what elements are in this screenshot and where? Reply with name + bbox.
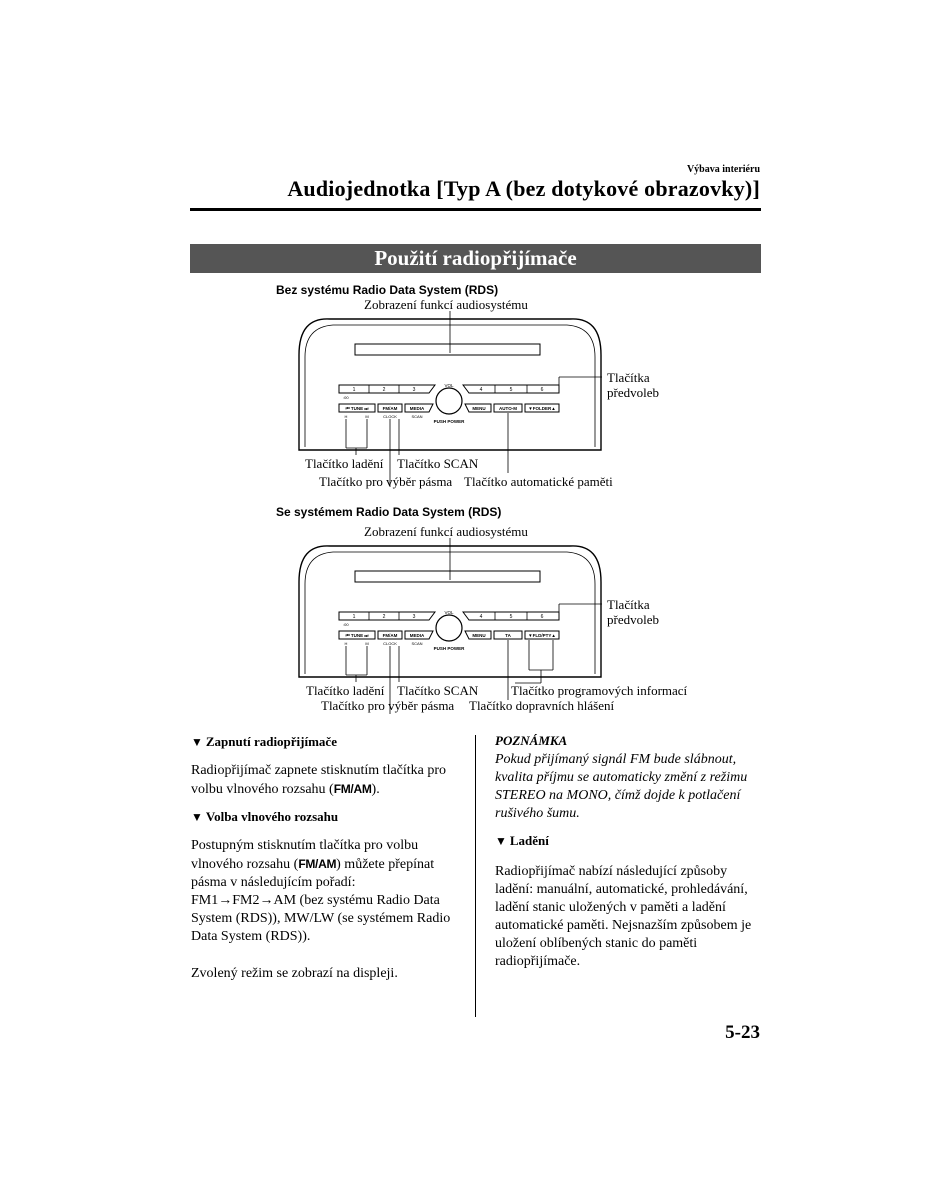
h-label: H bbox=[344, 414, 348, 419]
media-button-label: MEDIA bbox=[409, 633, 425, 638]
subheading-band-select: ▼ Volba vlnového rozsahu bbox=[191, 809, 339, 824]
figure1-band-label: Tlačítko pro výběr pásma bbox=[319, 474, 453, 489]
vol-label: VOL bbox=[444, 383, 454, 388]
figure2-band-label: Tlačítko pro výběr pásma bbox=[321, 698, 455, 713]
figure2-ta-label: Tlačítko dopravních hlášení bbox=[469, 698, 615, 713]
figure1-audio-unit bbox=[295, 315, 605, 455]
figure2-pty-label: Tlačítko programových informací bbox=[511, 683, 688, 698]
preset-1-label: 1 bbox=[352, 614, 356, 620]
page-number: 5-23 bbox=[725, 1022, 760, 1043]
menu-button-label: MENU bbox=[472, 406, 486, 411]
automem-button-label: AUTO-M bbox=[499, 406, 517, 411]
preset-1-label: 1 bbox=[352, 387, 356, 393]
column-divider bbox=[475, 735, 476, 1017]
figure2-presets-label-2: předvoleb bbox=[607, 612, 659, 627]
clock-label: CLOCK bbox=[383, 414, 397, 419]
paragraph-display-mode: Zvolený režim se zobrazí na displeji. bbox=[191, 966, 398, 981]
note-title: POZNÁMKA bbox=[495, 733, 568, 748]
preset-6-label: 6 bbox=[540, 387, 544, 393]
figure1-automem-label: Tlačítko automatické paměti bbox=[464, 474, 613, 489]
preset-sub-label: :00 bbox=[343, 395, 349, 400]
button-ref-fmam: FM/AM bbox=[333, 782, 372, 796]
preset-6-label: 6 bbox=[540, 614, 544, 620]
push-power-label: PUSH POWER bbox=[433, 419, 465, 424]
preset-3-label: 3 bbox=[412, 614, 416, 620]
h-label: H bbox=[344, 641, 348, 646]
figure1-display-label: Zobrazení funkcí audiosystému bbox=[364, 297, 528, 312]
preset-5-label: 5 bbox=[509, 387, 513, 393]
figure1-presets-label-1: Tlačítka bbox=[607, 370, 650, 385]
tune-button-label: ⏮ TUNE ⏭ bbox=[345, 406, 369, 411]
triangle-bullet-icon: ▼ bbox=[191, 735, 203, 749]
m-label: M bbox=[365, 641, 369, 646]
fmam-button-label: FM/AM bbox=[382, 406, 398, 411]
paragraph-band-select: Postupným stisknutím tlačítka pro volbu vlnového rozsahu (FM/AM) můžete přepínat pásma v následujícím pořadí: FM1→FM2→AM (bez systému Radio Data System (RDS)), MW/LW (se systémem Radio Data System (RDS)). bbox=[191, 838, 451, 944]
preset-3-label: 3 bbox=[412, 387, 416, 393]
triangle-bullet-icon: ▼ bbox=[495, 834, 507, 848]
paragraph-tuning: Radiopřijímač nabízí následující způsoby ladění: manuální, automatické, prohledávání, ladění stanic uložených v paměti a ladění automatické paměti. Nejsnazším způsobem je uložení oblíbených stanic do paměti radiopřijímače. bbox=[495, 864, 752, 969]
push-power-label: PUSH POWER bbox=[433, 646, 465, 651]
figure2-audio-unit bbox=[295, 542, 605, 682]
section-banner: Použití radiopřijímače bbox=[190, 244, 761, 273]
note-body: Pokud přijímaný signál FM bude slábnout, kvalita příjmu se automaticky změní z režimu STEREO na MONO, čímž dojde k potlačení rušivého šumu. bbox=[495, 752, 748, 821]
preset-2-label: 2 bbox=[382, 387, 386, 393]
triangle-bullet-icon: ▼ bbox=[191, 810, 203, 824]
figure1-heading: Bez systému Radio Data System (RDS) bbox=[276, 283, 499, 297]
scan-sub-label: SCAN bbox=[411, 414, 423, 419]
chapter-title: Audiojednotka [Typ A (bez dotykové obrazovky)] bbox=[287, 176, 760, 201]
preset-sub-label: :00 bbox=[343, 622, 349, 627]
media-button-label: MEDIA bbox=[409, 406, 425, 411]
fldpty-button-label: ▼FLD/PTY▲ bbox=[528, 633, 556, 638]
figure2-presets-label-1: Tlačítka bbox=[607, 597, 650, 612]
ta-button-label: TA bbox=[505, 633, 511, 638]
vol-label: VOL bbox=[444, 610, 454, 615]
header-rule bbox=[190, 208, 761, 211]
figure2-heading: Se systémem Radio Data System (RDS) bbox=[276, 505, 502, 519]
figure2-display-label: Zobrazení funkcí audiosystému bbox=[364, 524, 528, 539]
preset-4-label: 4 bbox=[479, 614, 483, 620]
preset-4-label: 4 bbox=[479, 387, 483, 393]
figure1-presets-label-2: předvoleb bbox=[607, 385, 659, 400]
figure2-tune-label: Tlačítko ladění bbox=[306, 683, 385, 698]
paragraph-power-on: Radiopřijímač zapnete stisknutím tlačítka pro volbu vlnového rozsahu (FM/AM). bbox=[191, 763, 447, 797]
button-ref-fmam: FM/AM bbox=[298, 857, 337, 871]
figure2-scan-label: Tlačítko SCAN bbox=[397, 683, 479, 698]
m-label: M bbox=[365, 414, 369, 419]
section-label: Výbava interiéru bbox=[686, 164, 760, 175]
scan-sub-label: SCAN bbox=[411, 641, 423, 646]
subheading-tuning: ▼ Ladění bbox=[495, 833, 549, 848]
folder-button-label: ▼FOLDER▲ bbox=[528, 406, 556, 411]
clock-label: CLOCK bbox=[383, 641, 397, 646]
figure1-scan-label: Tlačítko SCAN bbox=[397, 456, 479, 471]
fmam-button-label: FM/AM bbox=[382, 633, 398, 638]
tune-button-label: ⏮ TUNE ⏭ bbox=[345, 633, 369, 638]
figure1-tune-label: Tlačítko ladění bbox=[305, 456, 384, 471]
menu-button-label: MENU bbox=[472, 633, 486, 638]
preset-5-label: 5 bbox=[509, 614, 513, 620]
preset-2-label: 2 bbox=[382, 614, 386, 620]
subheading-power-on: ▼ Zapnutí radiopřijímače bbox=[191, 734, 337, 749]
